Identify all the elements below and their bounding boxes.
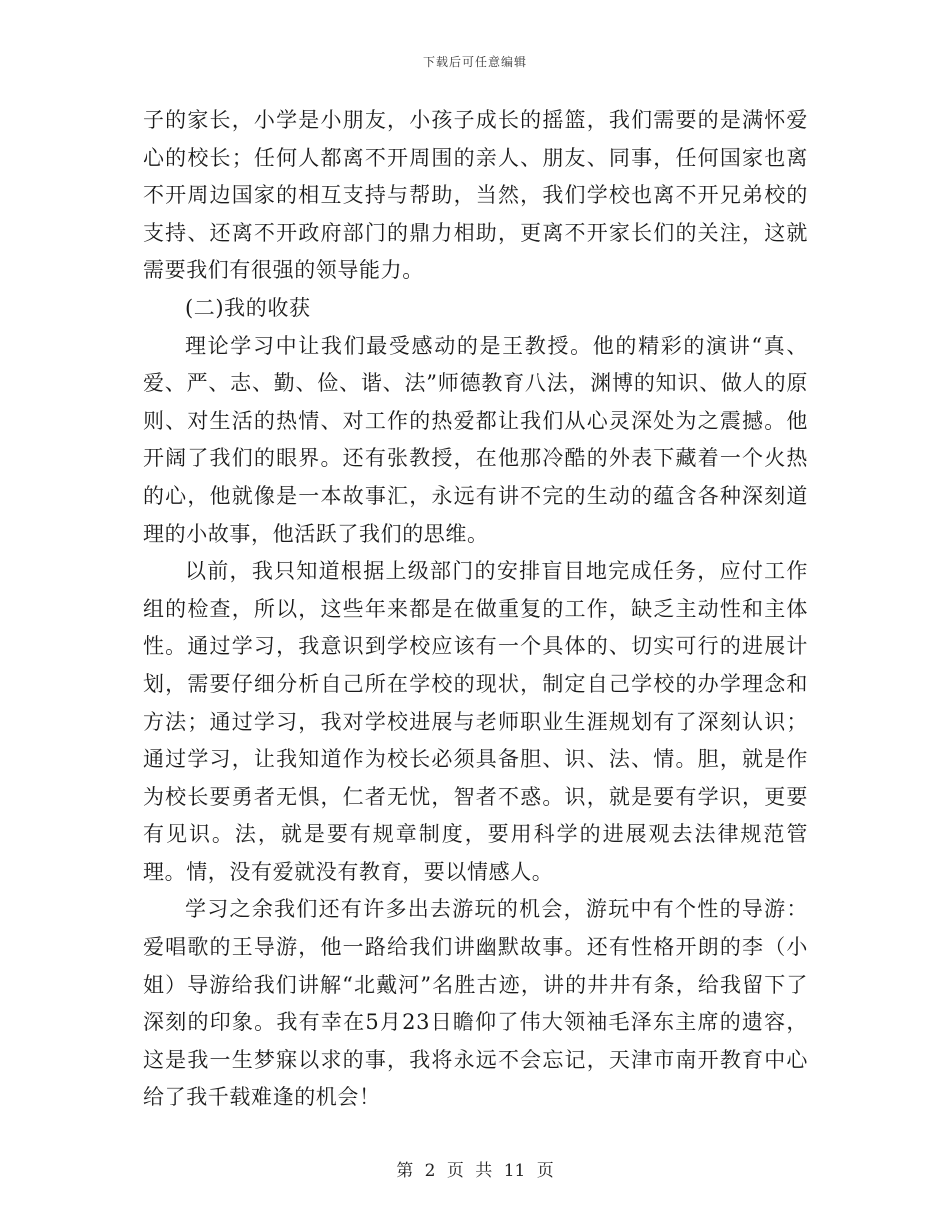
- page-number: 第 2 页 共 11 页: [396, 1161, 554, 1181]
- paragraph: 理论学习中让我们最受感动的是王教授。他的精彩的演讲“真、爱、严、志、勤、俭、谐、法”师德教育八法，渊博的知识、做人的原则、对生活的热情、对工作的热爱都让我们从心灵深处为之震撼。他开阔了我们的眼界。还有张教授，在他那冷酷的外表下藏着一个火热的心，他就像是一本故事汇，永远有讲不完的生动的蕴含各种深刻道理的小故事，他活跃了我们的思维。: [143, 333, 808, 546]
- section-heading: (二)我的收获: [185, 295, 311, 320]
- paragraph-continuation: 子的家长，小学是小朋友，小孩子成长的摇篮，我们需要的是满怀爱心的校长；任何人都离不开周围的亲人、朋友、同事，任何国家也离不开周边国家的相互支持与帮助，当然，我们学校也离不开兄弟校的支持、还离不开政府部门的鼎力相助，更离不开家长们的关注，这就需要我们有很强的领导能力。: [143, 108, 808, 283]
- paragraph: 以前，我只知道根据上级部门的安排盲目地完成任务，应付工作组的检查，所以，这些年来都是在做重复的工作，缺乏主动性和主体性。通过学习，我意识到学校应该有一个具体的、切实可行的进展计划，需要仔细分析自己所在学校的现状，制定自己学校的办学理念和方法；通过学习，我对学校进展与老师职业生涯规划有了深刻认识；通过学习，让我知道作为校长必须具备胆、识、法、情。胆，就是作为校长要勇者无惧，仁者无忧，智者不惑。识，就是要有学识，更要有见识。法，就是要有规章制度，要用科学的进展观去法律规范管理。情，没有爱就没有教育，要以情感人。: [143, 559, 808, 884]
- document-body: [143, 102, 808, 1117]
- paragraph: 学习之余我们还有许多出去游玩的机会，游玩中有个性的导游：爱唱歌的王导游，他一路给我们讲幽默故事。还有性格开朗的李（小姐）导游给我们讲解“北戴河”名胜古迹，讲的井井有条，给我留下了深刻的印象。我有幸在5月23日瞻仰了伟大领袖毛泽东主席的遗容，这是我一生梦寐以求的事，我将永远不会忘记，天津市南开教育中心给了我千载难逢的机会！: [143, 897, 808, 1110]
- header-note: 下载后可任意编辑: [422, 55, 527, 69]
